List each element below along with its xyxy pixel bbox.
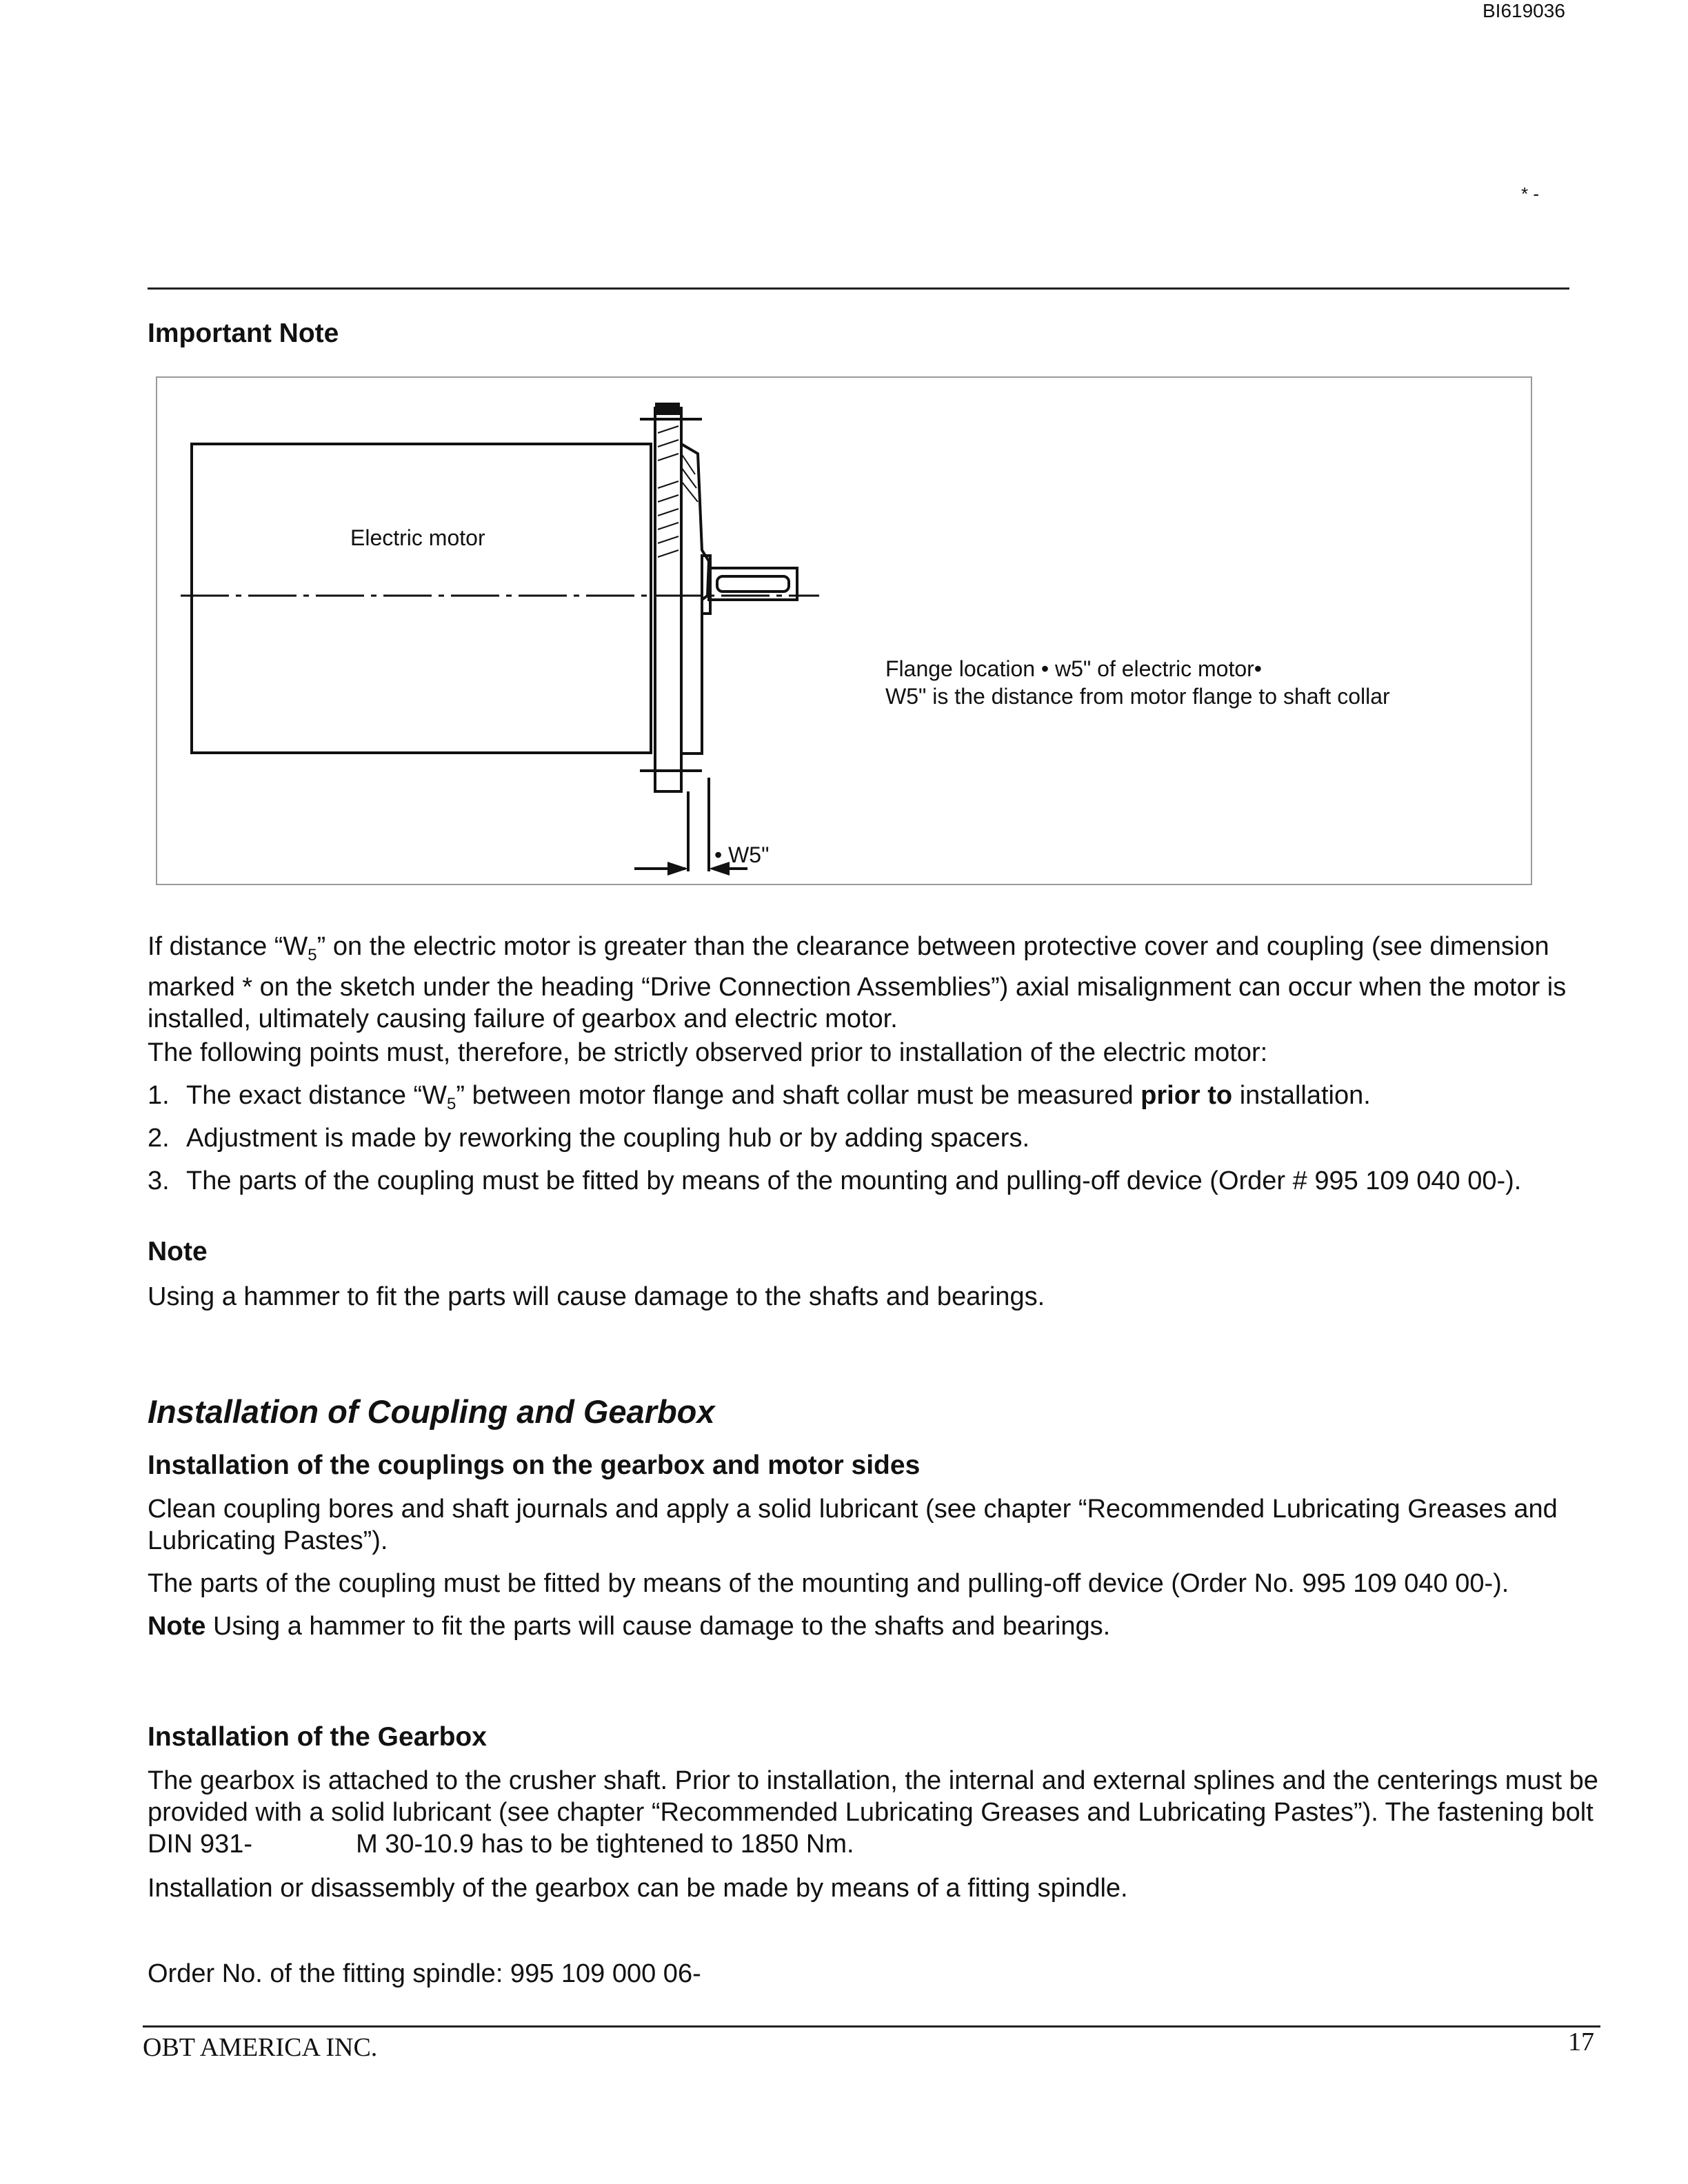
dimension-arrow-left	[667, 862, 688, 876]
couplings-heading: Installation of the couplings on the gearbox and motor sides	[148, 1450, 921, 1480]
note-heading: Note	[148, 1237, 208, 1266]
couplings-note: Note Using a hammer to fit the parts will cause damage to the shafts and bearings.	[148, 1612, 1111, 1641]
important-note-heading: Important Note	[148, 318, 339, 348]
footer-company: OBT AMERICA INC.	[143, 2033, 378, 2062]
section-title: Installation of Coupling and Gearbox	[148, 1393, 715, 1430]
note-text: Using a hammer to fit the parts will cause damage to the shafts and bearings.	[148, 1282, 1045, 1311]
motor-body-outline	[192, 444, 651, 753]
corner-mark: * -	[1521, 183, 1539, 204]
page-number: 17	[1568, 2028, 1594, 2056]
flange-hub	[681, 444, 709, 754]
gearbox-heading: Installation of the Gearbox	[148, 1722, 487, 1752]
motor-label: Electric motor	[350, 525, 485, 550]
paragraph-w5-distance: If distance “$W_5$” on the electric motor is greater than the clearance between protective cover and coupling (see dimension marked * on the sketch under the heading “Drive Connection Assemblies”) axial misalignment can occur when the motor is installed, ultimately causing failure of gearbox and electric motor.	[148, 932, 1567, 1033]
flange-plate	[655, 408, 681, 791]
dimension-label: • W5"	[714, 842, 770, 867]
couplings-paragraph-1: Clean coupling bores and shaft journals and apply a solid lubricant (see chapter “Recommended Lubricating Greases and Lubricating Pastes”).	[148, 1495, 1558, 1555]
gearbox-paragraph-1: The gearbox is attached to the crusher shaft. Prior to installation, the internal and external splines and the centerings must be provided with a solid lubricant (see chapter “Recommended Lubricating Greases and Lubricating Pastes”). The fastening bolt DIN 931- M 30-10.9 has to be tightened to 1850 Nm.	[148, 1766, 1598, 1859]
list-item-1: 1. The exact distance “$W_5$” between motor flange and shaft collar must be measured prior to installation.	[148, 1081, 1371, 1113]
motor-flange-drawing	[157, 378, 1534, 887]
footer-divider	[143, 2025, 1600, 2028]
paragraph-following-points: The following points must, therefore, be strictly observed prior to installation of the electric motor:	[148, 1038, 1268, 1067]
gearbox-paragraph-2: Installation or disassembly of the gearbox can be made by means of a fitting spindle.	[148, 1874, 1128, 1903]
list-item-2: 2. Adjustment is made by reworking the coupling hub or by adding spacers.	[148, 1124, 1030, 1153]
flange-caption-line1: Flange location • w5" of electric motor•	[885, 656, 1262, 681]
list-item-3: 3. The parts of the coupling must be fitted by means of the mounting and pulling-off device (Order # 995 109 040 00-).	[148, 1166, 1522, 1195]
couplings-paragraph-2: The parts of the coupling must be fitted by means of the mounting and pulling-off device (Order No. 995 109 040 00-).	[148, 1569, 1509, 1598]
order-number: Order No. of the fitting spindle: 995 109 000 06-	[148, 1959, 701, 1988]
header-divider	[148, 287, 1569, 290]
motor-flange-figure	[156, 376, 1532, 885]
document-id: BI619036	[1483, 0, 1565, 21]
flange-caption-line2: W5" is the distance from motor flange to shaft collar	[885, 684, 1390, 709]
